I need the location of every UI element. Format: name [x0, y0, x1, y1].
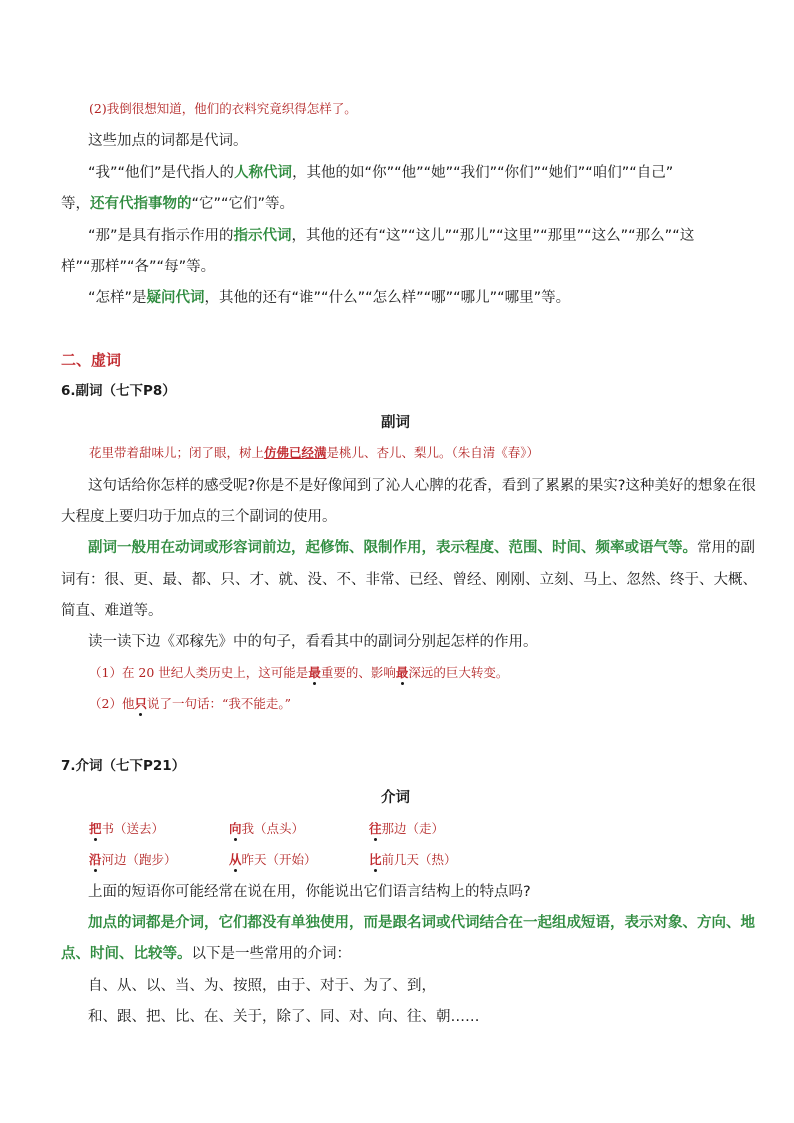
text: ，其他的还有“谁”“什么”“怎么样”“哪”“哪儿”“哪里”等。: [204, 290, 571, 306]
text: 那边（走）: [381, 821, 445, 836]
text: 前几天（热）: [381, 852, 457, 867]
pronoun-example-2: (2)我倒很想知道，他们的衣料究竟织得怎样了。: [89, 101, 357, 116]
text: ，其他的如“你”“他”“她”“我们”“你们”“她们”“咱们”“自己”: [292, 165, 674, 181]
adverb-heading: 6.副词（七下P8）: [61, 383, 176, 399]
adverb-para-line-1: 这句话给你怎样的感受呢?你是不是好像闻到了沁人心脾的花香，看到了累累的果实?这种美好的想象在很: [88, 478, 756, 494]
adverb-example-2: [89, 698, 291, 711]
phrase-item: [229, 854, 317, 867]
term-demonstrative: 指示代词: [233, 228, 292, 244]
preposition-definition-line-2: [61, 947, 351, 962]
text: （1）在 20 世纪人类历史上，这可能是: [89, 665, 309, 680]
text: 昨天（开始）: [241, 852, 317, 867]
dotted-preposition: 从: [229, 852, 242, 867]
adverb-box-title: 副词: [381, 415, 410, 431]
dotted-preposition: 往: [369, 821, 382, 836]
preposition-heading: 7.介词（七下P21）: [61, 758, 186, 774]
text: 河边（跑步）: [101, 852, 177, 867]
dotted-preposition: 把: [89, 821, 102, 836]
definition-green: 点、时间、比较等。: [61, 946, 192, 962]
text: （2）他: [89, 696, 135, 711]
text: 常用的副: [697, 540, 755, 556]
text: 等，: [61, 196, 90, 212]
phrase-item: [369, 823, 444, 836]
highlight-things: 还有代指事物的: [90, 196, 192, 212]
text: 深远的巨大转变。: [408, 665, 509, 680]
demonstrative-line-2: 样”“那样”“各”“每”等。: [61, 259, 216, 275]
text: 花里带着甜味儿；闭了眼，树上: [89, 445, 265, 460]
adverb-read-prompt: 读一读下边《邓稼先》中的句子，看看其中的副词分别起怎样的作用。: [88, 634, 538, 650]
interrogative-line: [88, 291, 570, 306]
personal-pronoun-line-1: [88, 166, 673, 181]
phrase-item: [229, 823, 304, 836]
adverb-list-line-2: 简直、难道等。: [61, 603, 163, 619]
text: 是桃儿、杏儿、梨儿。（朱自清《春》）: [326, 445, 540, 460]
dotted-word: 最: [395, 665, 409, 680]
preposition-definition-line-1: 加点的词都是介词，它们都没有单独使用，而是跟名词或代词结合在一起组成短语，表示对象、方向、地: [88, 915, 755, 931]
dotted-adverbs: 仿佛已经满: [264, 445, 327, 460]
dotted-preposition: 沿: [89, 852, 102, 867]
personal-pronoun-line-2: [61, 197, 294, 212]
preposition-list-line-1: 自、从、以、当、为、按照，由于、对于、为了、到，: [88, 978, 436, 994]
term-interrogative: 疑问代词: [146, 290, 205, 306]
adverb-definition: [88, 541, 755, 556]
text: “它”“它们”等。: [191, 196, 295, 212]
text: 重要的、影响: [320, 665, 396, 680]
text: “那”是具有指示作用的: [88, 228, 234, 244]
phrase-item: [369, 854, 457, 867]
phrase-item: [89, 854, 177, 867]
dotted-preposition: 比: [369, 852, 382, 867]
preposition-list-line-2: 和、跟、把、比、在、关于，除了、同、对、向、往、朝……: [88, 1009, 480, 1025]
pronoun-intro: 这些加点的词都是代词。: [88, 133, 248, 149]
text: ，其他的还有“这”“这儿”“那儿”“这里”“那里”“这么”“那么”“这: [291, 228, 695, 244]
preposition-question: 上面的短语你可能经常在说在用，你能说出它们语言结构上的特点吗?: [88, 884, 531, 900]
dotted-preposition: 向: [229, 821, 242, 836]
preposition-box-title: 介词: [381, 790, 410, 806]
text: 书（送去）: [101, 821, 165, 836]
text: “我”“他们”是代指人的: [88, 165, 235, 181]
phrase-item: [89, 823, 164, 836]
text: 说了一句话：“我不能走。”: [146, 696, 292, 711]
dotted-word: 最: [308, 665, 321, 680]
adverb-example-1: [89, 667, 508, 680]
adverb-quote: [89, 447, 539, 460]
text: “怎样”是: [88, 290, 147, 306]
text: 我（点头）: [241, 821, 305, 836]
section-heading: 二、虚词: [61, 351, 122, 369]
adverb-para-line-2: 大程度上要归功于加点的三个副词的使用。: [61, 509, 337, 525]
dotted-word: 只: [134, 696, 147, 711]
adverb-list-line-1: 词有：很、更、最、都、只、才、就、没、不、非常、已经、曾经、刚刚、立刻、马上、忽然、终于、大概、: [61, 572, 757, 588]
demonstrative-line-1: [88, 229, 694, 244]
text: 以下是一些常用的介词：: [191, 946, 351, 962]
definition-green: 副词一般用在动词或形容词前边，起修饰、限制作用，表示程度、范围、时间、频率或语气等。: [88, 540, 697, 556]
term-personal-pronoun: 人称代词: [234, 165, 293, 181]
